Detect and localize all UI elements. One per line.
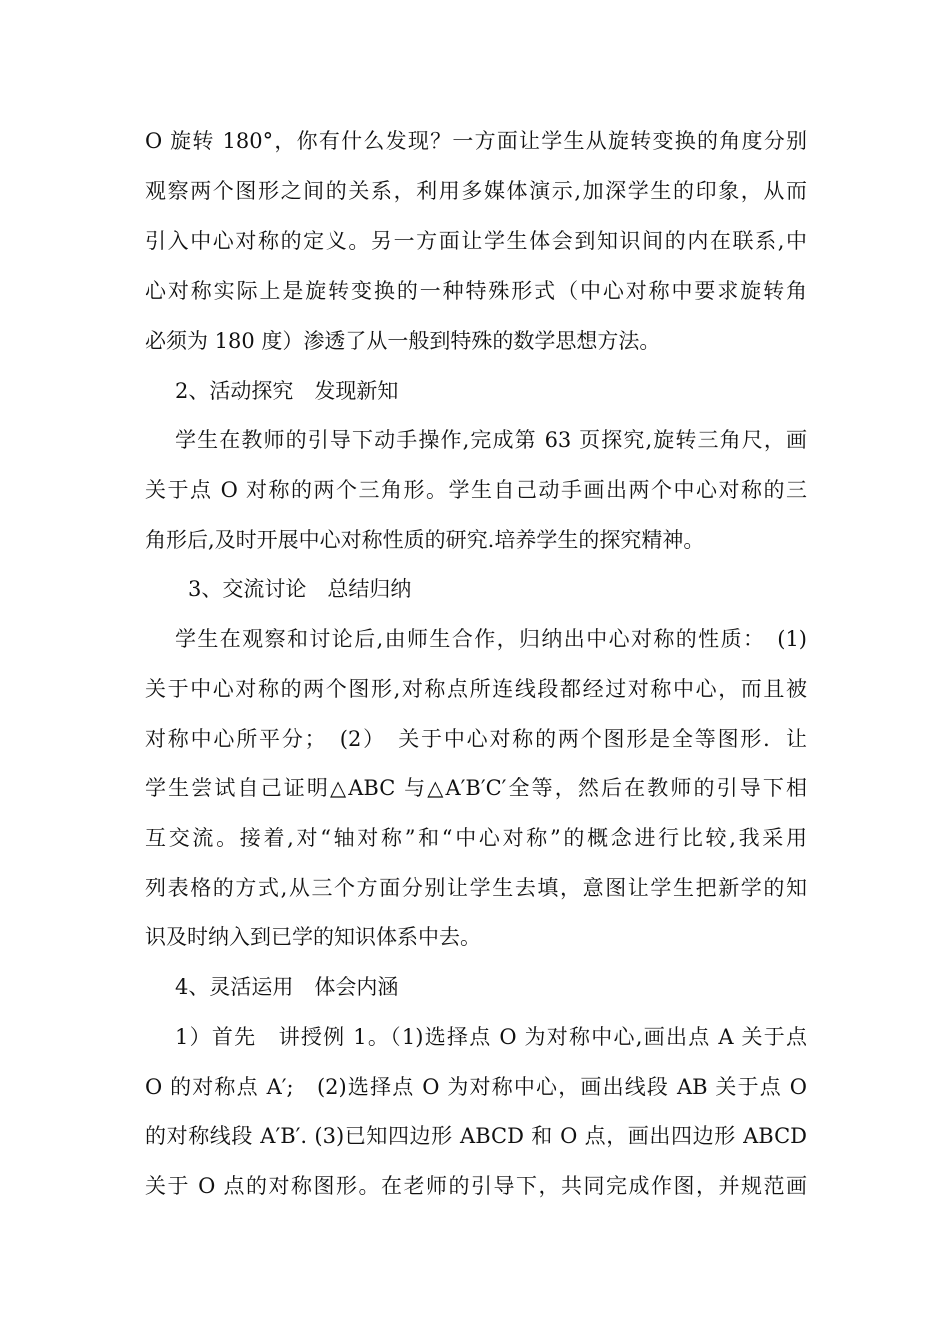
section-heading-4: 4、灵活运用 体会内涵 bbox=[175, 975, 399, 999]
text-line-14: 学生尝试自己证明△ABC 与△A′B′C′全等，然后在教师的引导下相 bbox=[145, 776, 807, 800]
text-line-15: 互交流。接着,对“轴对称”和“中心对称”的概念进行比较,我采用 bbox=[145, 826, 807, 850]
text-line-4: 心对称实际上是旋转变换的一种特殊形式（中心对称中要求旋转角 bbox=[145, 279, 807, 303]
text-line-16: 列表格的方式,从三个方面分别让学生去填，意图让学生把新学的知 bbox=[145, 876, 807, 900]
text-line-1: O 旋转 180°，你有什么发现？一方面让学生从旋转变换的角度分别 bbox=[145, 129, 807, 153]
text-line-21: 的对称线段 A′B′. (3)已知四边形 ABCD 和 O 点，画出四边形 ABCD bbox=[145, 1124, 807, 1148]
text-line-3: 引入中心对称的定义。另一方面让学生体会到知识间的内在联系,中 bbox=[145, 229, 807, 253]
text-line-11: 学生在观察和讨论后,由师生合作，归纳出中心对称的性质： (1) bbox=[175, 627, 807, 651]
text-line-9: 角形后,及时开展中心对称性质的研究.培养学生的探究精神。 bbox=[145, 528, 705, 552]
section-heading-3: 3、交流讨论 总结归纳 bbox=[188, 577, 412, 601]
text-line-20: O 的对称点 A′; (2)选择点 O 为对称中心，画出线段 AB 关于点 O bbox=[145, 1075, 807, 1099]
text-line-22: 关于 O 点的对称图形。在老师的引导下，共同完成作图，并规范画 bbox=[145, 1174, 807, 1198]
section-heading-2: 2、活动探究 发现新知 bbox=[175, 379, 399, 403]
text-line-12: 关于中心对称的两个图形,对称点所连线段都经过对称中心，而且被 bbox=[145, 677, 807, 701]
text-line-19: 1）首先 讲授例 1。（1)选择点 O 为对称中心,画出点 A 关于点 bbox=[175, 1025, 807, 1049]
text-line-13: 对称中心所平分； (2） 关于中心对称的两个图形是全等图形．让 bbox=[145, 727, 807, 751]
text-line-2: 观察两个图形之间的关系，利用多媒体演示,加深学生的印象，从而 bbox=[145, 179, 807, 203]
text-line-17: 识及时纳入到已学的知识体系中去。 bbox=[145, 925, 481, 949]
text-line-8: 关于点 O 对称的两个三角形。学生自己动手画出两个中心对称的三 bbox=[145, 478, 807, 502]
text-line-7: 学生在教师的引导下动手操作,完成第 63 页探究,旋转三角尺，画 bbox=[175, 428, 807, 452]
text-line-5: 必须为 180 度）渗透了从一般到特殊的数学思想方法。 bbox=[145, 329, 661, 353]
